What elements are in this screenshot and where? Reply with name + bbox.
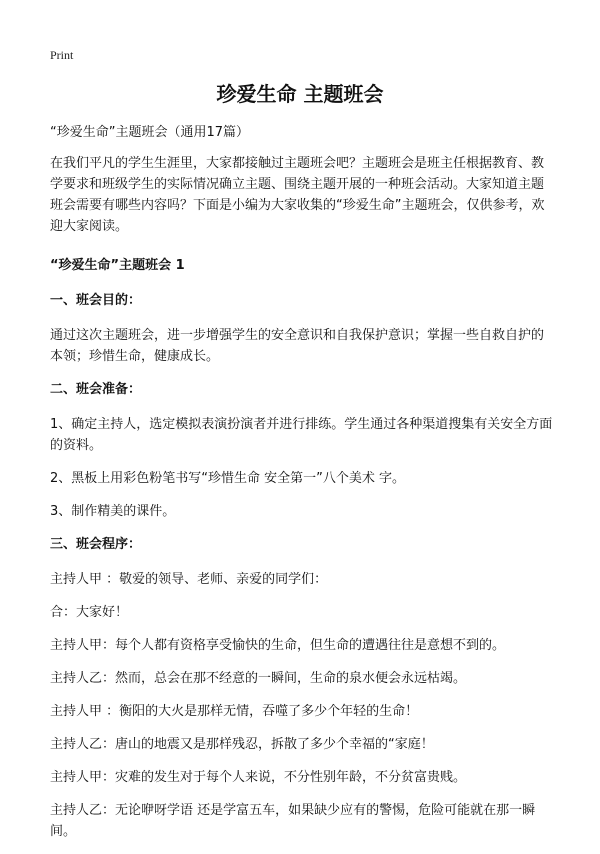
prep-item: 2、黑板上用彩色粉笔书写“珍惜生命 安全第一”八个美术 字。 (50, 471, 406, 486)
article-body (50, 122, 555, 854)
program-line: 主持人甲 ：衡阳的大火是那样无情，吞噬了多少个年轻的生命！ (50, 704, 419, 719)
program-line: 主持人甲：每个人都有资格享受愉快的生命，但生命的遭遇往往是意想不到的。 (50, 638, 506, 653)
program-line: 主持人乙：无论咿呀学语 还是学富五车，如果缺少应有的警惕，危险可能就在那一瞬间。 (50, 803, 536, 839)
intro-paragraph: 在我们平凡的学生生涯里，大家都接触过主题班会吧？主题班会是班主任根据教育、教学要求和班级学生的实际情况确立主题、围绕主题开展的一种班会活动。大家知道主题班会需要有哪些内容吗？下面是小编为大家收集的“珍爱生命”主题班会，仅供参考，欢迎大家阅读。 (50, 156, 545, 234)
program-line: 主持人乙：然而，总会在那不经意的一瞬间，生命的泉水便会永远枯竭。 (50, 671, 467, 686)
section-title: “珍爱生命”主题班会 1 (50, 258, 185, 273)
program-heading: 三、班会程序： (50, 537, 142, 552)
program-line: 主持人乙：唐山的地震又是那样残忍，拆散了多少个幸福的“家庭！ (50, 737, 434, 752)
prep-item: 3、制作精美的课件。 (50, 504, 176, 519)
goal-text: 通过这次主题班会，进一步增强学生的安全意识和自我保护意识；掌握一些自救自护的本领；珍惜生命，健康成长。 (50, 328, 545, 364)
goal-heading: 一、班会目的： (50, 293, 142, 308)
page-title: 珍爱生命 主题班会 (216, 82, 384, 106)
article-subtitle: “珍爱生命”主题班会（通用17篇） (50, 125, 250, 140)
program-line: 主持人甲 ：敬爱的领导、老师、亲爱的同学们： (50, 572, 328, 587)
print-link[interactable]: Print (50, 48, 74, 62)
program-line: 主持人甲：灾难的发生对于每个人来说，不分性别年龄，不分贫富贵贱。 (50, 770, 467, 785)
program-line: 合：大家好！ (50, 605, 129, 620)
prep-item: 1、确定主持人，选定模拟表演扮演者并进行排练。学生通过各种渠道搜集有关安全方面的资料。 (50, 417, 553, 453)
prep-heading: 二、班会准备： (50, 382, 142, 397)
